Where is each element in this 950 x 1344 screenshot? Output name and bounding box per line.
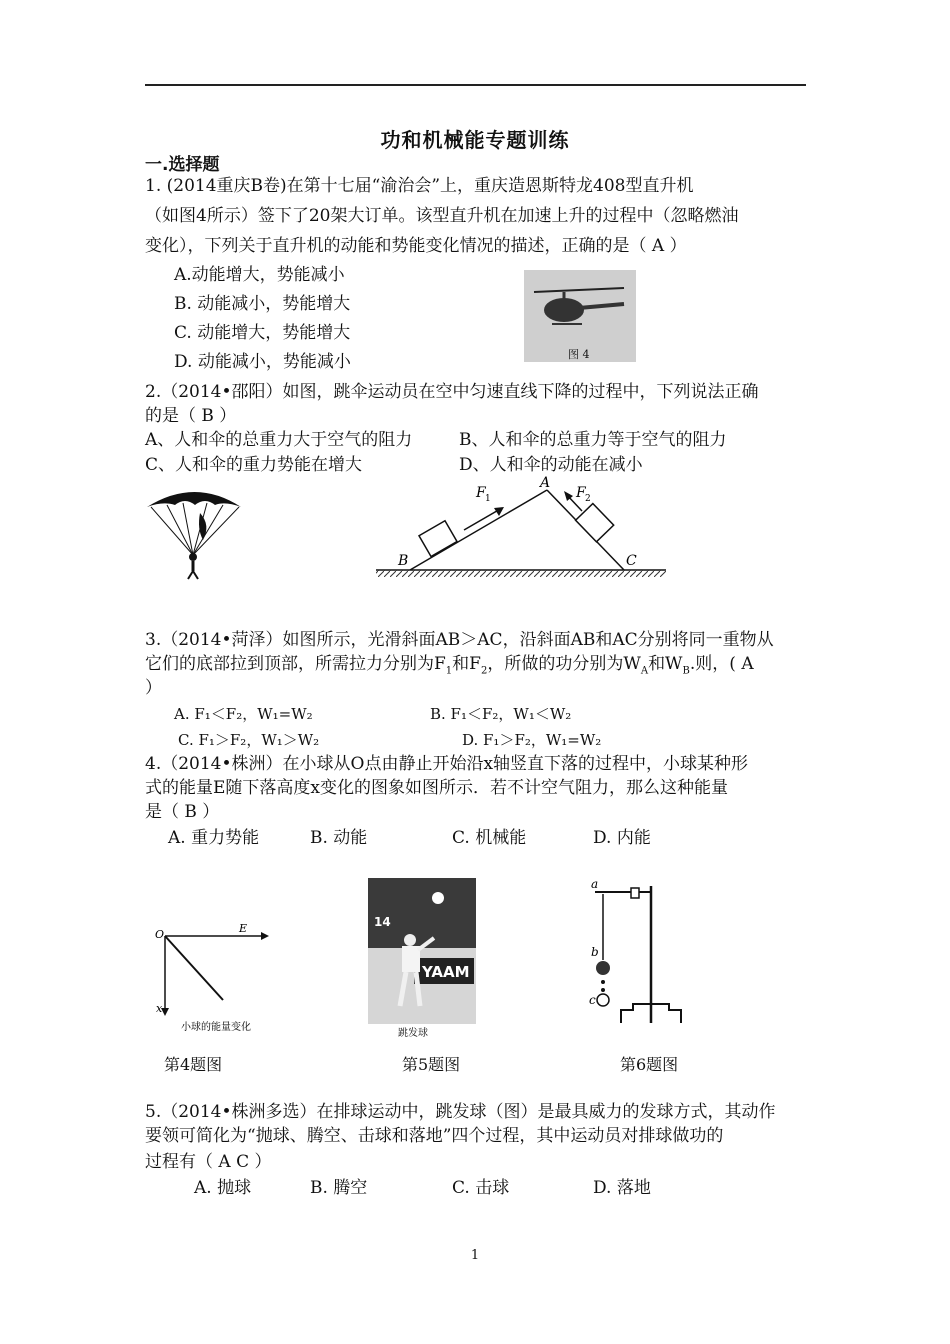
q3-text-a: 它们的底部拉到顶部，所需拉力分别为F <box>145 654 446 674</box>
volleyball-photo <box>368 878 476 1040</box>
graph-origin-label: O <box>155 928 165 941</box>
q3-option-b: B. F₁＜F₂，W₁＜W₂ <box>430 705 572 723</box>
q2-option-d: D、人和伞的动能在减小 <box>459 455 643 475</box>
q4-option-d: D. 内能 <box>593 828 651 848</box>
graph-e-label: E <box>239 922 248 935</box>
vertex-b-label: B <box>398 553 409 569</box>
point-c-label: c <box>589 993 596 1007</box>
q3-line-1: 3.（2014•菏泽）如图所示，光滑斜面AB＞AC，沿斜面AB和AC分别将同一重物从 <box>145 630 774 650</box>
vertex-a-label: A <box>540 475 551 491</box>
q5-option-c: C. 击球 <box>452 1178 510 1198</box>
q3-sub-3: A <box>640 665 649 677</box>
q2-line-2: 的是（ B ） <box>145 406 237 426</box>
figure-6-caption: 第6题图 <box>620 1055 679 1074</box>
q3-line-3: ） <box>145 678 162 698</box>
q1-line-2: （如图4所示）签下了20架大订单。该型直升机在加速上升的过程中（忽略燃油 <box>145 206 739 226</box>
volleyball-figure <box>368 878 476 1040</box>
q3-sub-1: 1 <box>445 665 453 677</box>
q4-line-1: 4.（2014•株洲）在小球从O点由静止开始沿x轴竖直下落的过程中，小球某种形 <box>145 754 749 774</box>
q5-line-3: 过程有（ A C ） <box>145 1152 272 1172</box>
q3-text-d: 和W <box>648 654 683 674</box>
q2-option-c: C、人和伞的重力势能在增大 <box>145 455 363 475</box>
q1-option-a: A.动能增大，势能减小 <box>174 265 345 285</box>
q5-option-a: A. 抛球 <box>194 1178 252 1198</box>
volleyball-caption: 跳发球 <box>398 1028 428 1039</box>
q3-sub-2: 2 <box>480 665 488 677</box>
energy-graph <box>145 920 275 1035</box>
q1-option-c: C. 动能增大，势能增大 <box>174 323 351 343</box>
q1-option-d: D. 动能减小，势能减小 <box>174 352 351 372</box>
vertex-c-label: C <box>626 553 637 569</box>
parachute-icon <box>145 485 245 580</box>
q3-option-c: C. F₁＞F₂，W₁＞W₂ <box>178 731 320 749</box>
energy-graph-figure <box>145 920 275 1035</box>
q4-option-c: C. 机械能 <box>452 828 527 848</box>
jersey-number: 14 <box>374 915 391 929</box>
section-heading: 一.选择题 <box>145 155 220 175</box>
graph-caption: 小球的能量变化 <box>181 1022 251 1033</box>
q3-text-b: 和F <box>452 654 481 674</box>
q3-text-e: .则，( A <box>689 654 754 674</box>
pendulum-diagram <box>585 878 685 1036</box>
point-a-label: a <box>591 878 599 891</box>
q5-line-2: 要领可简化为“抛球、腾空、击球和落地”四个过程，其中运动员对排球做功的 <box>145 1126 724 1146</box>
q5-option-d: D. 落地 <box>593 1178 651 1198</box>
q4-option-b: B. 动能 <box>310 828 368 848</box>
incline-diagram <box>372 475 672 585</box>
graph-x-label: x <box>156 1002 163 1015</box>
q1-line-3: 变化），下列关于直升机的动能和势能变化情况的描述，正确的是（ A ） <box>145 236 687 256</box>
banner-text: YAAM <box>422 963 470 981</box>
q4-line-3: 是（ B ） <box>145 802 220 822</box>
header-rule <box>145 84 806 86</box>
q2-option-b: B、人和伞的总重力等于空气的阻力 <box>459 430 727 450</box>
q4-line-2: 式的能量E随下落高度x变化的图象如图所示．若不计空气阻力，那么这种能量 <box>145 778 728 798</box>
q4-option-a: A. 重力势能 <box>168 828 260 848</box>
q2-line-1: 2.（2014•邵阳）如图，跳伞运动员在空中匀速直线下降的过程中，下列说法正确 <box>145 382 759 402</box>
q3-sub-4: B <box>682 665 690 677</box>
figure-5-caption: 第5题图 <box>402 1055 461 1074</box>
parachute-figure <box>145 485 245 580</box>
pendulum-figure <box>585 878 685 1036</box>
q3-option-a: A. F₁＜F₂，W₁=W₂ <box>174 705 313 723</box>
q2-option-a: A、人和伞的总重力大于空气的阻力 <box>145 430 413 450</box>
helicopter-figure <box>524 270 636 362</box>
q1-line-1: 1. (2014重庆B卷)在第十七届“渝治会”上，重庆造恩斯特龙408型直升机 <box>145 176 694 196</box>
helicopter-caption: 图 4 <box>568 348 590 361</box>
q1-option-b: B. 动能减小，势能增大 <box>174 294 351 314</box>
q3-line-2 <box>145 652 754 683</box>
f2-subscript: 2 <box>585 494 591 504</box>
f2-label: F <box>576 485 586 501</box>
q3-text-c: ，所做的功分别为W <box>487 654 641 674</box>
q3-option-d: D. F₁＞F₂，W₁=W₂ <box>462 731 602 749</box>
q5-option-b: B. 腾空 <box>310 1178 368 1198</box>
f1-subscript: 1 <box>485 494 491 504</box>
q5-line-1: 5.（2014•株洲多选）在排球运动中，跳发球（图）是最具威力的发球方式，其动作 <box>145 1102 776 1122</box>
figure-4-caption: 第4题图 <box>164 1055 223 1074</box>
f1-label: F <box>476 485 486 501</box>
incline-figure <box>372 475 672 585</box>
point-b-label: b <box>591 945 599 959</box>
page-title: 功和机械能专题训练 <box>380 128 570 152</box>
page-number: 1 <box>470 1248 480 1263</box>
